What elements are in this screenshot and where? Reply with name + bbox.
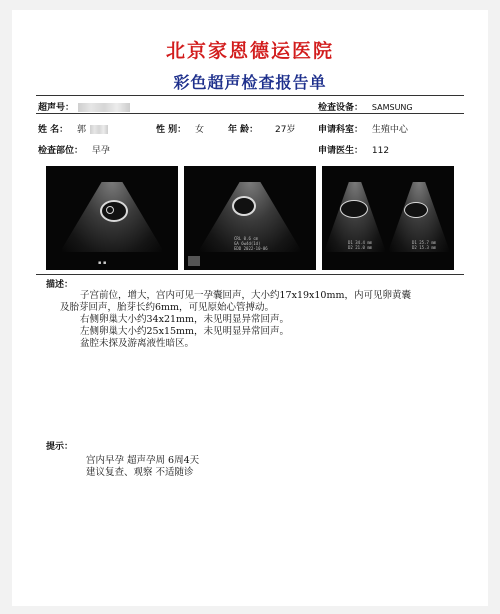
image-3-readout-right: D1 25.7 mm D2 15.3 mm: [412, 240, 437, 250]
hospital-name: 北京家恩德运医院: [165, 40, 334, 62]
image-1-footer-mark: ▪ ▪: [98, 260, 107, 266]
description-text: [54, 290, 464, 350]
ultrasound-image-1: [46, 166, 178, 270]
ultrasound-image-3: [322, 166, 454, 270]
report-title: 彩色超声检查报告单: [173, 73, 327, 92]
doctor-label: 申请医生：: [318, 146, 364, 156]
sex-value: 女: [195, 125, 205, 135]
dept-field: [318, 122, 408, 135]
description-line: 左侧卵巢大小约25x15mm，未见明显异常回声。: [80, 326, 290, 337]
ultrasound-images: [46, 166, 454, 270]
description-line: 及胎芽回声，胎芽长约6mm，可见原始心管搏动。: [60, 302, 275, 313]
impression-line: 建议复查、观察 不适随诊: [86, 467, 194, 478]
doctor-field: [318, 143, 389, 156]
age-value: 27岁: [275, 125, 296, 135]
age-field: [228, 122, 295, 135]
doctor-value: 112: [371, 146, 390, 156]
gestational-sac-shape-2: [232, 196, 256, 216]
ultrasound-no-label: 超声号：: [38, 103, 75, 113]
age-label: 年 龄：: [228, 125, 259, 135]
divider-row1: [36, 113, 464, 114]
right-ovary-shape: [340, 200, 368, 218]
divider-top: [36, 95, 464, 96]
name-label: 姓 名：: [38, 125, 69, 135]
dept-label: 申请科室：: [318, 125, 364, 135]
probe-thumbnail: [188, 256, 200, 266]
impression-label: 提示：: [46, 442, 74, 452]
site-field: [38, 143, 110, 156]
site-label: 检查部位：: [38, 146, 84, 156]
dept-value: 生殖中心: [371, 125, 408, 135]
description-line: 右侧卵巢大小约34x21mm，未见明显异常回声。: [80, 314, 290, 325]
sex-field: [156, 122, 204, 135]
ultrasound-image-2: [184, 166, 316, 270]
device-value: SAMSUNG: [371, 103, 413, 112]
redacted-ultrasound-no: [78, 103, 130, 112]
redacted-name: [90, 125, 108, 134]
description-line: 子宫前位，增大，宫内可见一孕囊回声，大小约17x19x10mm，内可见卵黄囊: [80, 290, 411, 301]
device-field: [318, 100, 413, 113]
description-label: 描述：: [46, 280, 74, 290]
gestational-sac-shape: [100, 200, 128, 222]
left-ovary-shape: [404, 202, 428, 218]
divider-images: [36, 274, 464, 275]
name-field: [38, 122, 108, 135]
image-2-readout: CRL 0.6 cm GA 6w4d(1d) EDD 2022-10-06: [234, 236, 268, 251]
impression-line: 宫内早孕 超声孕周 6周4天: [86, 455, 200, 466]
ultrasound-no-field: [38, 100, 130, 113]
impression-text: [86, 455, 446, 479]
name-value: 郭: [77, 125, 87, 135]
image-3-readout-left: D1 34.4 mm D2 21.0 mm: [348, 240, 373, 250]
description-line: 盆腔未探及游离液性暗区。: [80, 338, 195, 349]
sex-label: 性 别：: [156, 125, 187, 135]
device-label: 检查设备：: [318, 103, 364, 113]
site-value: 早孕: [91, 146, 110, 156]
